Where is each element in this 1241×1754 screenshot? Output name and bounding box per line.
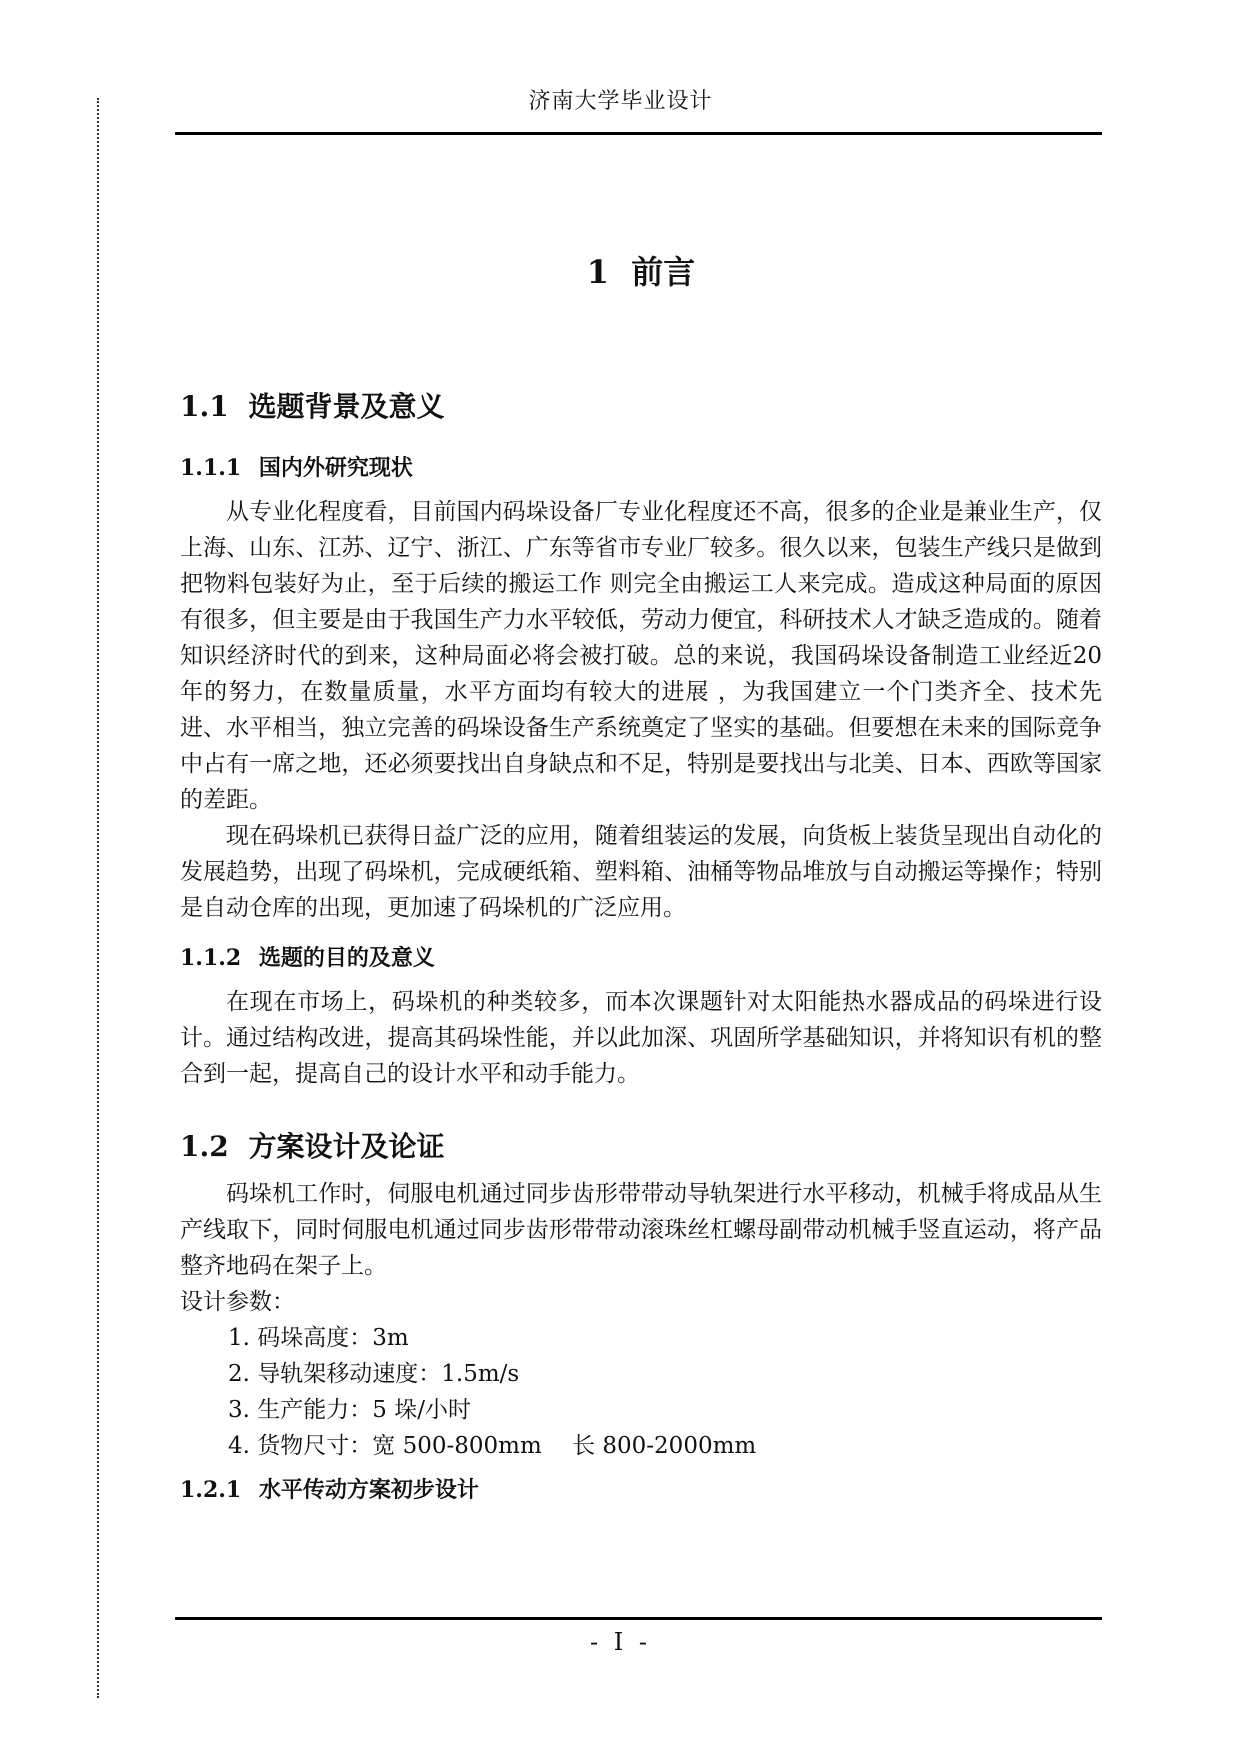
section-number: 1.1	[180, 390, 229, 423]
chapter-number: 1	[586, 253, 609, 291]
list-item: 4. 货物尺寸：宽 500-800mm 长 800-2000mm	[228, 1433, 757, 1459]
paragraph: 在现在市场上，码垛机的种类较多，而本次课题针对太阳能热水器成品的码垛进行设计。通过结构改进，提高其码垛性能，并以此加深、巩固所学基础知识，并将知识有机的整合到一起，提高自己的设计水平和动手能力。	[180, 989, 1102, 1087]
list-item: 3. 生产能力：5 垛/小时	[228, 1397, 471, 1423]
section-heading-1-1	[180, 378, 1102, 436]
subsection-title: 水平传动方案初步设计	[258, 1477, 479, 1503]
page-body	[180, 220, 1102, 1516]
paragraph: 从专业化程度看，目前国内码垛设备厂专业化程度还不高，很多的企业是兼业生产，仅上海、山东、江苏、辽宁、浙江、广东等省市专业厂较多。很久以来，包装生产线只是做到把物料包装好为止，至于后续的搬运工作 则完全由搬运工人来完成。造成这种局面的原因有很多，但主要是由于我国生产力水平较低，劳动力便宜，科研技术人才缺乏造成的。随着知识经济时代的到来，这种局面必将会被打破。总的来说，我国码垛设备制造工业经近20年的努力，在数量质量，水平方面均有较大的进展 ，为我国建立一个门类齐全、技术先进、水平相当，独立完善的码垛设备生产系统奠定了坚实的基础。但要想在未来的国际竞争中占有一席之地，还必须要找出自身缺点和不足，特别是要找出与北美、日本、西欧等国家的差距。	[180, 499, 1102, 813]
subsection-title: 国内外研究现状	[258, 455, 413, 481]
running-header: 济南大学毕业设计	[528, 89, 713, 114]
paragraph: 码垛机工作时，伺服电机通过同步齿形带带动导轨架进行水平移动，机械手将成品从生产线取下，同时伺服电机通过同步齿形带带动滚珠丝杠螺母副带动机械手竖直运动，将产品整齐地码在架子上。	[180, 1181, 1102, 1279]
design-params-list	[180, 1320, 1102, 1464]
chapter-title-text: 前言	[631, 253, 696, 291]
section-title: 选题背景及意义	[248, 390, 445, 423]
subsection-heading-1-1-1	[180, 442, 1102, 494]
subsection-heading-1-1-2	[180, 932, 1102, 984]
design-params-label: 设计参数：	[180, 1289, 295, 1315]
chapter-title	[180, 232, 1102, 312]
footer-rule	[175, 1617, 1102, 1620]
subsection-number: 1.1.2	[180, 945, 242, 971]
subsection-heading-1-2-1	[180, 1464, 1102, 1516]
list-item: 1. 码垛高度：3m	[228, 1325, 409, 1351]
header-rule	[175, 132, 1102, 135]
section-number: 1.2	[180, 1130, 229, 1163]
binding-dotted-line	[97, 98, 99, 1698]
section-title: 方案设计及论证	[248, 1130, 445, 1163]
paragraph: 现在码垛机已获得日益广泛的应用，随着组装运的发展，向货板上装货呈现出自动化的发展趋势，出现了码垛机，完成硬纸箱、塑料箱、油桶等物品堆放与自动搬运等操作；特别是自动仓库的出现，更加速了码垛机的广泛应用。	[180, 823, 1102, 921]
subsection-title: 选题的目的及意义	[258, 945, 435, 971]
section-heading-1-2	[180, 1118, 1102, 1176]
subsection-number: 1.1.1	[180, 455, 242, 481]
subsection-number: 1.2.1	[180, 1477, 242, 1503]
list-item: 2. 导轨架移动速度：1.5m/s	[228, 1361, 520, 1387]
page-number: - I -	[590, 1628, 651, 1656]
